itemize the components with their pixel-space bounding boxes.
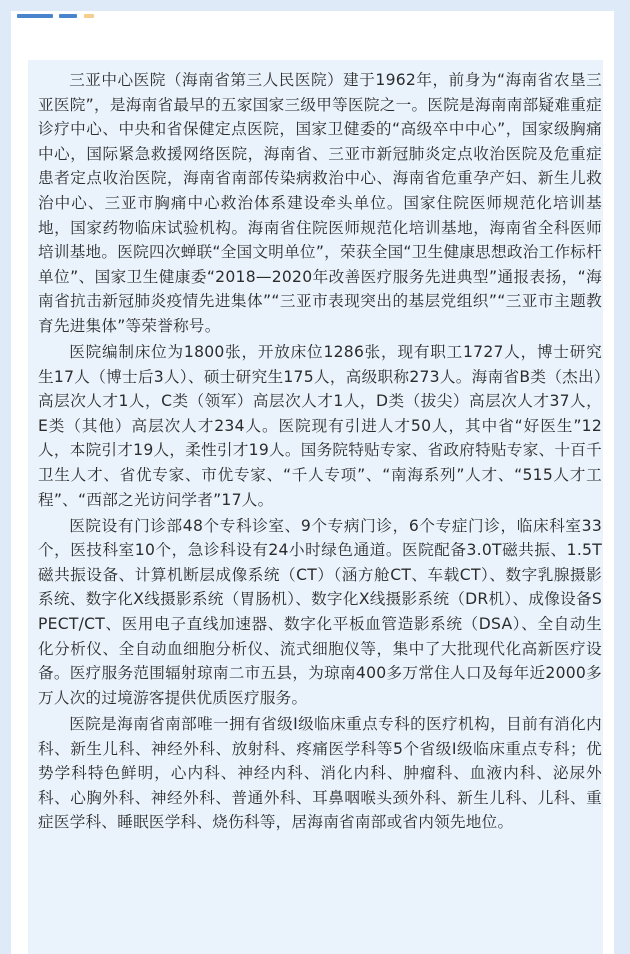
article-body bbox=[38, 68, 602, 836]
frame-right-border bbox=[614, 0, 630, 954]
paragraph-departments-and-equipment: 医院设有门诊部48个专科诊室、9个专病门诊，6个专症门诊，临床科室33个，医技科室10个，急诊科设有24小时绿色通道。医院配备3.0T磁共振、1.5T磁共振设备、计算机断层成像系统（CT）（涵方舱CT、车载CT）、数字乳腺摄影系统、数字化X线摄影系统（胃肠机）、数字化X线摄影系统（DR机）、成像设备SPECT/CT、医用电子直线加速器、数字化平板血管造影系统（DSA）、全自动生化分析仪、全自动血细胞分析仪、流式细胞仪等，集中了大批现代化高新医疗设备。医疗服务范围辐射琼南二市五县，为琼南400多万常住人口及每年近2000多万人次的过境游客提供优质医疗服务。 bbox=[38, 516, 602, 707]
decorative-bar-blue-long bbox=[17, 14, 53, 18]
frame-top-border bbox=[11, 0, 614, 11]
decorative-bar-gold bbox=[84, 14, 94, 18]
paragraph-staff-and-talent: 医院编制床位为1800张，开放床位1286张，现有职工1727人，博士研究生17人（博士后3人）、硕士研究生175人，高级职称273人。海南省B类（杰出）高层次人才1人，C类（领军）高层次人才1人，D类（拔尖）高层次人才37人，E类（其他）高层次人才234人。医院现有引进人才50人，其中省“好医生”12人，本院引才19人，柔性引才19人。国务院特贴专家、省政府特贴专家、十百千卫生人才、省优专家、市优专家、“千人专项”、“南海系列”人才、“515人才工程”、“西部之光访问学者”17人。 bbox=[38, 343, 602, 509]
decorative-bar-blue-short bbox=[59, 14, 77, 18]
frame-left-border bbox=[0, 0, 11, 954]
paragraph-hospital-history: 三亚中心医院（海南省第三人民医院）建于1962年，前身为“海南省农垦三亚医院”，是海南省最早的五家国家三级甲等医院之一。医院是海南南部疑难重症诊疗中心、中央和省保健定点医院，国家卫健委的“高级卒中中心”，国家级胸痛中心，国际紧急救援网络医院，海南省、三亚市新冠肺炎定点收治医院及危重症患者定点收治医院，海南省南部传染病救治中心、海南省危重孕产妇、新生儿救治中心、三亚市胸痛中心救治体系建设牵头单位。国家住院医师规范化培训基地，国家药物临床试验机构。海南省住院医师规范化培训基地，海南省全科医师培训基地。医院四次蝉联“全国文明单位”，荣获全国“卫生健康思想政治工作标杆单位”、国家卫生健康委“2018—2020年改善医疗服务先进典型”通报表扬，“海南省抗击新冠肺炎疫情先进集体”“三亚市表现突出的基层党组织”“三亚市主题教育先进集体”等荣誉称号。 bbox=[38, 71, 602, 335]
paragraph-key-specialties: 医院是海南省南部唯一拥有省级Ⅰ级临床重点专科的医疗机构，目前有消化内科、新生儿科、神经外科、放射科、疼痛医学科等5个省级Ⅰ级临床重点专科；优势学科特色鲜明，心内科、神经内科、消化内科、肿瘤科、血液内科、泌尿外科、心胸外科、神经外科、普通外科、耳鼻咽喉头颈外科、新生儿科、儿科、重症医学科、睡眠医学科、烧伤科等，居海南省南部或省内领先地位。 bbox=[38, 714, 602, 832]
